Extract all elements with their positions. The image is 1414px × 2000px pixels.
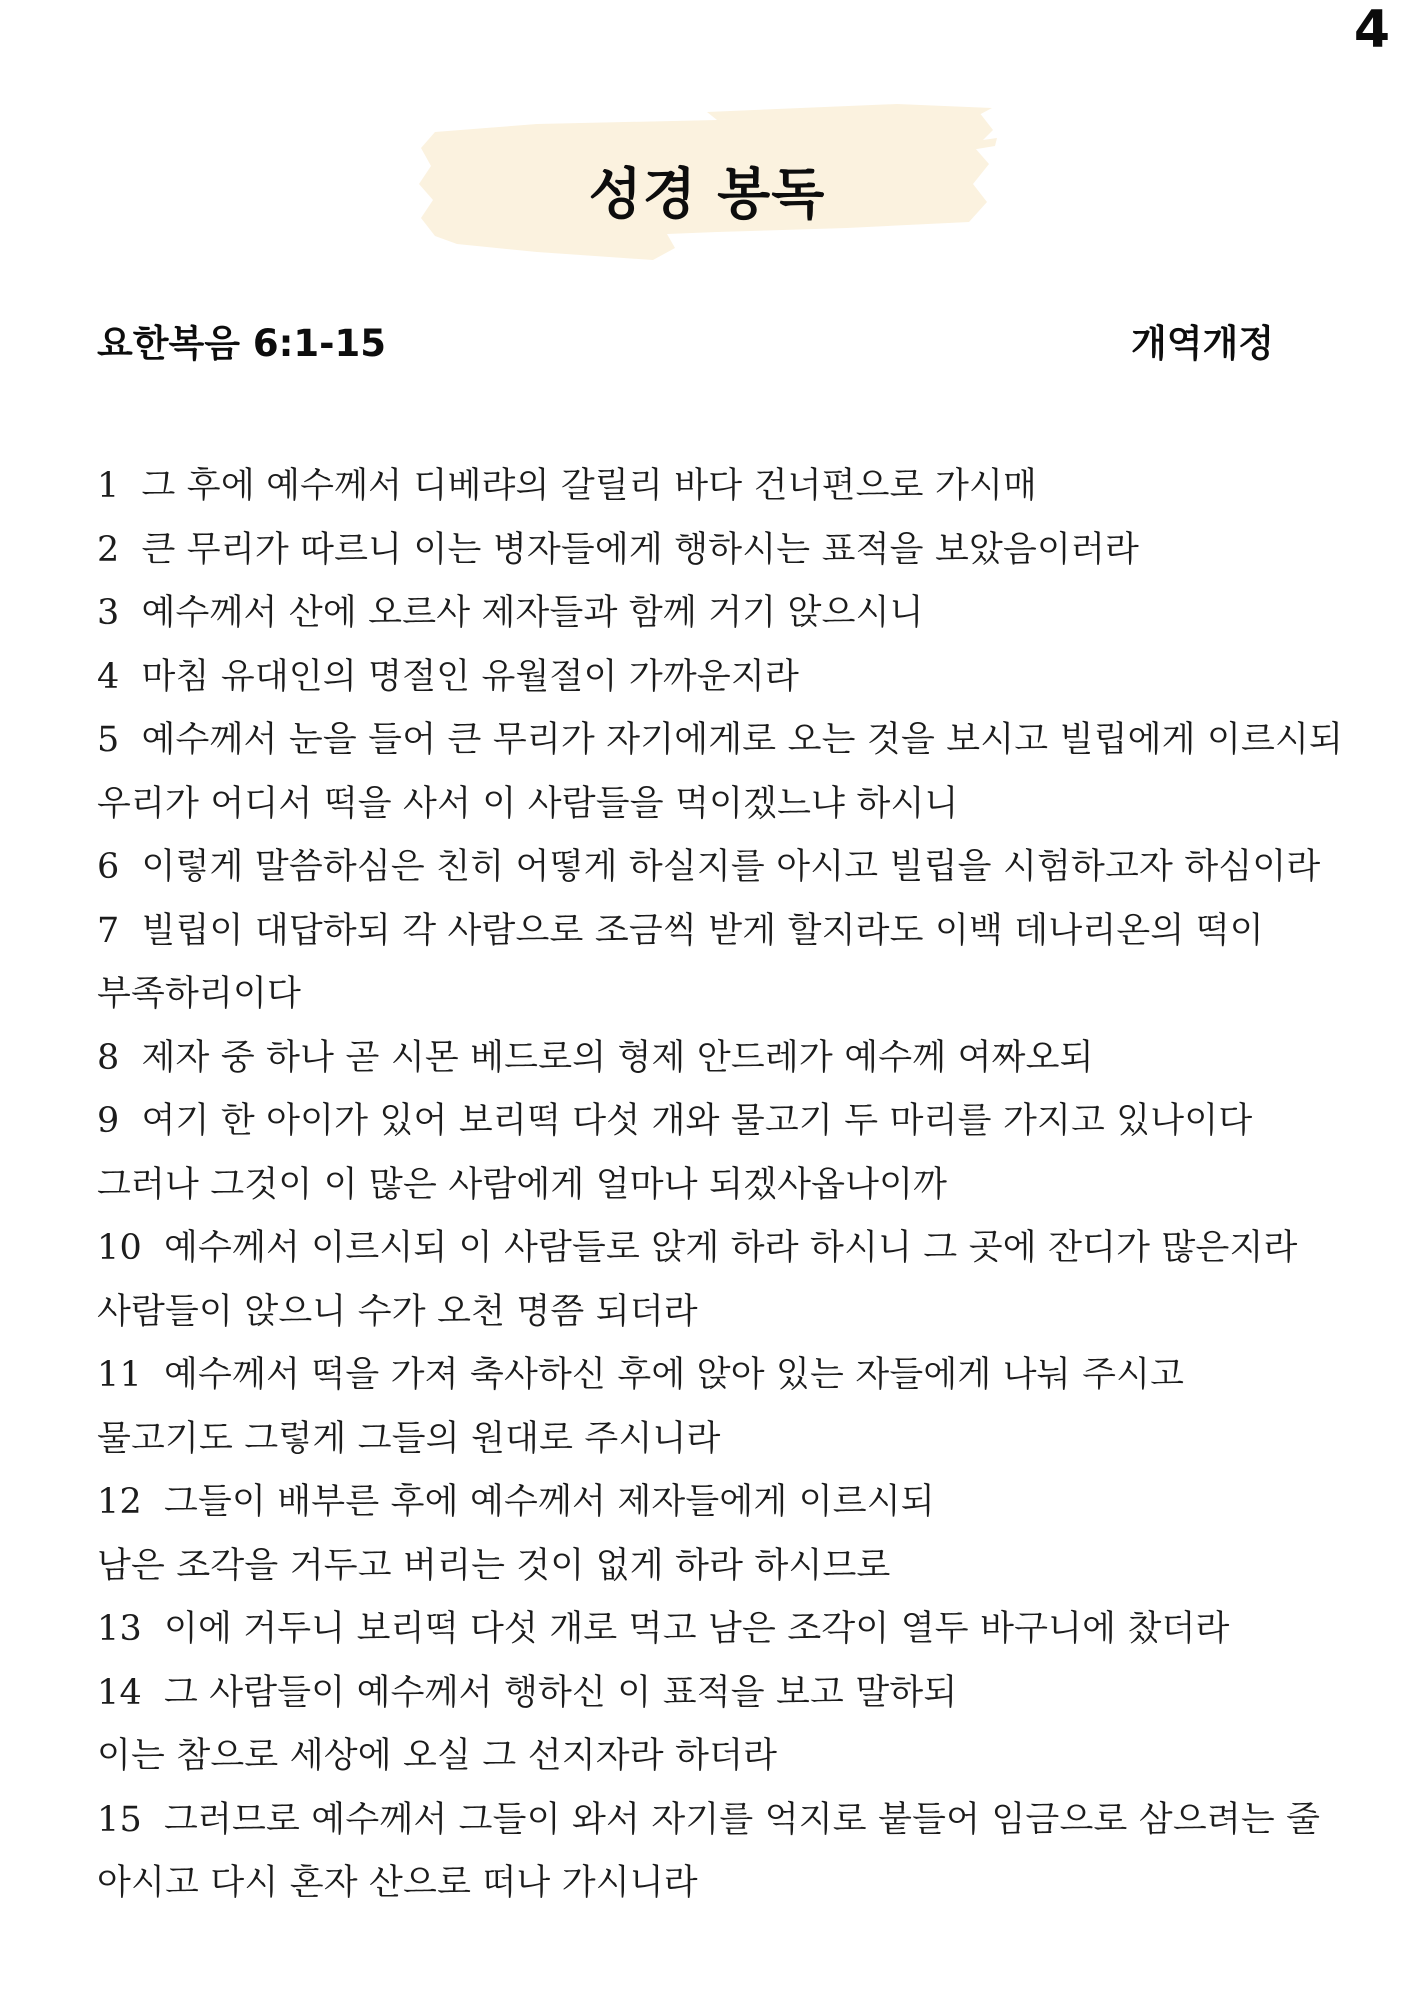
reference-row (97, 320, 1274, 368)
verse-text: 빌립이 대답하되 각 사람으로 조금씩 받게 할지라도 이백 데나리온의 떡이 (141, 910, 1264, 951)
verse-text: 물고기도 그렇게 그들의 원대로 주시니라 (97, 1418, 721, 1459)
verse-text: 예수께서 산에 오르사 제자들과 함께 거기 앉으시니 (141, 593, 924, 633)
verse-text: 이렇게 말씀하심은 친히 어떻게 하실지를 아시고 빌립을 시험하고자 하심이라 (141, 847, 1321, 887)
verse-number: 10 (97, 1228, 142, 1268)
verse-text: 남은 조각을 거두고 버리는 것이 없게 하라 하시므로 (97, 1545, 891, 1586)
verse-text: 그 후에 예수께서 디베랴의 갈릴리 바다 건너편으로 가시매 (141, 466, 1037, 506)
verse-line (97, 582, 1374, 646)
verse-line (97, 1154, 1374, 1218)
verse-line (97, 900, 1374, 964)
verse-line (97, 709, 1374, 773)
verse-line (97, 1344, 1374, 1408)
verse-text: 그러나 그것이 이 많은 사람에게 얼마나 되겠사옵나이까 (97, 1164, 948, 1205)
verse-line (97, 1535, 1374, 1599)
verse-line (97, 1852, 1374, 1916)
verse-number: 4 (97, 656, 120, 697)
verse-text: 부족하리이다 (97, 974, 302, 1014)
verse-text: 우리가 어디서 떡을 사서 이 사람들을 먹이겠느냐 하시니 (97, 783, 959, 824)
verse-line (97, 519, 1374, 583)
verse-line (97, 1725, 1374, 1789)
verse-number: 1 (97, 466, 120, 506)
verse-line (97, 773, 1374, 837)
verse-line (97, 963, 1374, 1027)
verse-line (97, 836, 1374, 900)
verse-number: 6 (97, 847, 120, 887)
verse-number: 12 (97, 1482, 142, 1522)
verse-line (97, 455, 1374, 519)
page-title: 성경 봉독 (588, 162, 826, 226)
verse-list (97, 455, 1374, 1916)
verse-text: 여기 한 아이가 있어 보리떡 다섯 개와 물고기 두 마리를 가지고 있나이다 (141, 1101, 1253, 1141)
verse-number: 13 (97, 1609, 142, 1649)
verse-number: 15 (97, 1799, 142, 1840)
verse-line (97, 1598, 1374, 1662)
verse-number: 2 (97, 529, 120, 570)
verse-text: 그 사람들이 예수께서 행하신 이 표적을 보고 말하되 (163, 1672, 958, 1713)
verse-number: 9 (97, 1101, 120, 1141)
verse-line (97, 1408, 1374, 1472)
verse-line (97, 1471, 1374, 1535)
verse-text: 그들이 배부른 후에 예수께서 제자들에게 이르시되 (163, 1482, 935, 1522)
verse-line (97, 1217, 1374, 1281)
verse-text: 아시고 다시 혼자 산으로 떠나 가시니라 (97, 1863, 698, 1903)
verse-text: 예수께서 이르시되 이 사람들로 앉게 하라 하시니 그 곳에 잔디가 많은지라 (163, 1228, 1298, 1268)
verse-text: 큰 무리가 따르니 이는 병자들에게 행하시는 표적을 보았음이러라 (141, 529, 1140, 570)
passage-reference: 요한복음 6:1-15 (97, 322, 386, 365)
verse-number: 5 (97, 720, 120, 760)
verse-text: 그러므로 예수께서 그들이 와서 자기를 억지로 붙들어 임금으로 삼으려는 줄 (163, 1799, 1321, 1840)
verse-text: 사람들이 앉으니 수가 오천 명쯤 되더라 (97, 1291, 698, 1332)
verse-line (97, 1027, 1374, 1091)
verse-text: 마침 유대인의 명절인 유월절이 가까운지라 (141, 656, 799, 697)
verse-number: 3 (97, 593, 120, 633)
verse-number: 11 (97, 1355, 142, 1395)
verse-text: 이에 거두니 보리떡 다섯 개로 먹고 남은 조각이 열두 바구니에 찼더라 (163, 1609, 1230, 1649)
verse-line (97, 1090, 1374, 1154)
verse-text: 예수께서 눈을 들어 큰 무리가 자기에게로 오는 것을 보시고 빌립에게 이르시되 (141, 720, 1344, 760)
verse-line (97, 646, 1374, 710)
verse-text: 이는 참으로 세상에 오실 그 선지자라 하더라 (97, 1736, 778, 1776)
verse-line (97, 1281, 1374, 1345)
title-section (417, 98, 997, 270)
page-number: 4 (1353, 0, 1390, 60)
verse-text: 제자 중 하나 곧 시몬 베드로의 형제 안드레가 예수께 여짜오되 (141, 1037, 1094, 1078)
verse-text: 예수께서 떡을 가져 축사하신 후에 앉아 있는 자들에게 나눠 주시고 (163, 1355, 1185, 1395)
verse-number: 7 (97, 910, 120, 951)
translation-label: 개역개정 (1131, 322, 1274, 365)
verse-number: 14 (97, 1672, 142, 1713)
verse-number: 8 (97, 1037, 120, 1078)
verse-line (97, 1662, 1374, 1726)
verse-line (97, 1789, 1374, 1853)
